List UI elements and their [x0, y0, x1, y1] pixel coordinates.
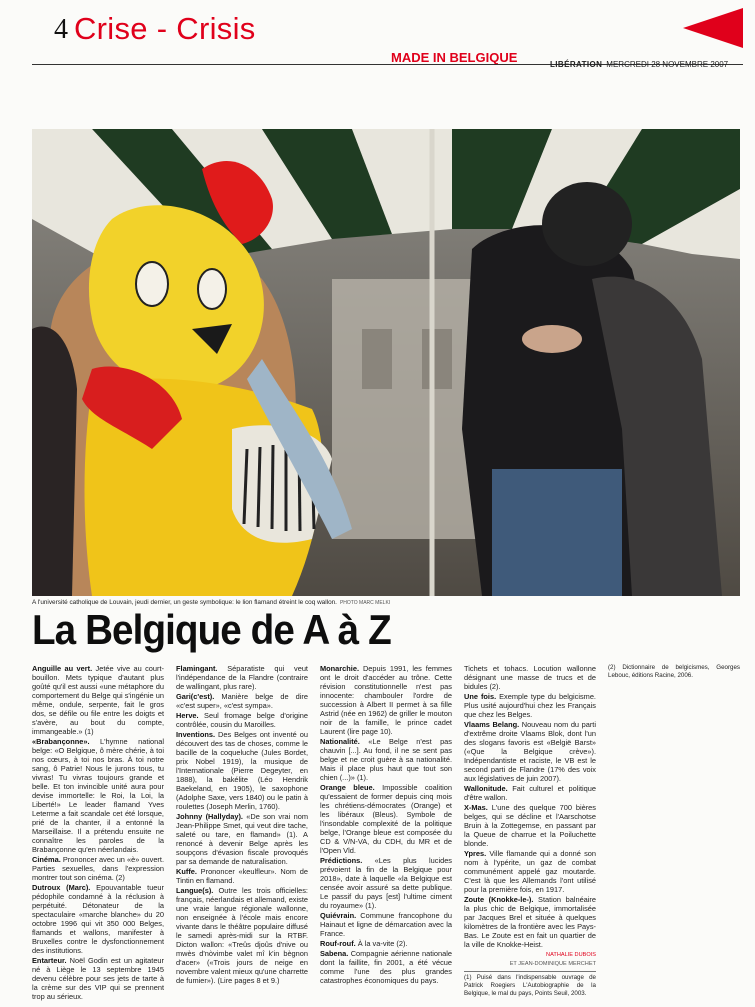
entry-term: Dutroux (Marc). — [32, 883, 91, 892]
entry-text: Station balnéaire la plus chic de Belgique, immortalisée par Jacques Brel et située à quelques kilomètres de la frontière avec les Pays-Bas. Le Zoute est en fait un quartier de la ville de Knokke-Heist. — [464, 895, 596, 949]
glossary-entry — [320, 911, 452, 938]
glossary-entry — [464, 803, 596, 848]
entry-text: Ville flamande qui a donné son nom à l'ypérite, un gaz de combat communément appelé gaz moutarde. C'est là que les Allemands l'ont utilisé pour la première fois, en 1917. — [464, 849, 596, 894]
entry-text: Nouveau nom du parti d'extrême droite Vlaams Blok, dont l'un des slogans favoris est «België Barst» («Que la Belgique crève»). Indépendantiste et raciste, le VB est le second parti de Flandre (17% des voix aux législatives de juin 2007). — [464, 720, 596, 783]
entry-term: Vlaams Belang. — [464, 720, 520, 729]
glossary-entry — [464, 664, 596, 691]
byline — [464, 951, 596, 969]
entry-text: Outre les trois officielles: français, néerlandais et allemand, existe une vraie langue régionale wallonne, non enseignée à l'école mais encore vivante dans le théâtre populaire diffusé le samedi après-midi sur la RTBF. Dicton wallon: «Treûs djoûs d'nive ou mwès d'nòvimbe valet mî k'in bègnon d'acer» («Trois jours de neige en novembre valent mieux qu'une charrette de fumier»). (Lire pages 8 et 9.) — [176, 886, 308, 985]
entry-term: Ypres. — [464, 849, 487, 858]
glossary-entry — [464, 784, 596, 802]
entry-text: Prononcer avec un «è» ouvert. Parties sexuelles, dans l'expression montrer tout son cinéma. (2) — [32, 855, 164, 882]
masthead — [550, 60, 728, 69]
issue-date: MERCREDI 28 NOVEMBRE 2007 — [606, 60, 729, 69]
rubric-label: MADE IN BELGIQUE — [391, 50, 518, 65]
entry-text: Commune francophone du Hainaut et ligne de démarcation avec la France. — [320, 911, 452, 938]
entry-term: Entarteur. — [32, 956, 67, 965]
entry-text: Des Belges ont inventé ou découvert des tas de choses, comme le bacille de la coqueluche (Jules Bordet, prix Nobel 1919), la musique de l'Internationale (Pierre Degeyter, en 1888), la bakélite (Léo Hendrik Baekeland, en 1905), le saxophone (Adolphe Saxe, vers 1840) ou le patin à roulettes (Joseph Merlin, 1760). — [176, 730, 308, 811]
photo-caption — [32, 599, 740, 606]
entry-term: X-Mas. — [464, 803, 488, 812]
main-photo — [32, 129, 740, 596]
entry-term: Quiévrain. — [320, 911, 357, 920]
entry-term: Langue(s). — [176, 886, 214, 895]
entry-term: Prédictions. — [320, 856, 363, 865]
glossary-entry — [320, 856, 452, 910]
glossary-entry — [464, 849, 596, 894]
entry-text: Depuis 1991, les femmes ont le droit d'accéder au trône. Cette révision constitutionnelle n'est pas innocente: chambouler l'ordre de succession à Albert II permet à sa fille Astrid (née en 1962) de griller le mouton noir de la famille, le prince cadet Laurent (lire page 10). — [320, 664, 452, 736]
entry-text: «De son vrai nom Jean-Philippe Smet, qui veut dire tache, saleté ou tare, en flamand» (1). A renoncé à devenir Belge après les soupçons d'évasion fiscale provoqués par sa demande de naturalisation. — [176, 812, 308, 866]
photo-credit: PHOTO MARC MELKI — [339, 600, 391, 606]
entry-text: Seul fromage belge d'origine contrôlée, cousin du Maroilles. — [176, 711, 308, 729]
entry-text: Fait culturel et politique d'être wallon. — [464, 784, 596, 802]
entry-text: Tichets et tohacs. Locution wallonne désignant une masse de trucs et de bidules (2). — [464, 664, 596, 691]
entry-text: À la va-vite (2). — [355, 939, 408, 948]
article-headline: La Belgique de A à Z — [32, 606, 391, 653]
glossary-entry — [176, 692, 308, 710]
author-2: ET JEAN-DOMINIQUE MERCHET — [509, 961, 596, 967]
glossary-entry — [320, 783, 452, 855]
entry-term: Une fois. — [464, 692, 497, 701]
glossary-entry — [464, 720, 596, 783]
entry-term: Gari(c'est). — [176, 692, 215, 701]
article-body — [32, 664, 740, 1002]
entry-term: Flamingant. — [176, 664, 218, 673]
glossary-entry — [320, 737, 452, 782]
glossary-entry — [32, 855, 164, 882]
entry-term: Kuffe. — [176, 867, 197, 876]
entry-term: Sabena. — [320, 949, 349, 958]
glossary-entry — [32, 956, 164, 1001]
author-1: NATHALIE DUBOIS — [546, 952, 596, 958]
entry-term: Orange bleue. — [320, 783, 375, 792]
caption-text: A l'université catholique de Louvain, jeudi dernier, un geste symbolique: le lion flamand étreint le coq wallon. — [32, 599, 337, 606]
entry-text: Séparatiste qui veut l'indépendance de la Flandre (contraire de wallingant, plus rare). — [176, 664, 308, 691]
section-arrow-icon — [683, 8, 743, 48]
entry-term: Rouf-rouf. — [320, 939, 356, 948]
entry-text: Compagnie aérienne nationale dont la faillite, fin 2001, a été vécue comme l'une des plus grandes catastrophes économiques du pays. — [320, 949, 452, 985]
glossary-entry — [32, 664, 164, 736]
glossary-entry — [32, 737, 164, 854]
entry-term: Monarchie. — [320, 664, 360, 673]
section-title: Crise - Crisis — [74, 11, 256, 46]
footnote-1: (1) Puisé dans l'indispensable ouvrage de Patrick Roegiers L'Autobiographie de la Belgique, le mal du pays, Points Seuil, 2003. — [464, 974, 596, 997]
entry-term: Herve. — [176, 711, 199, 720]
glossary-entry — [320, 939, 452, 948]
glossary-entry — [176, 711, 308, 729]
entry-term: Nationalité. — [320, 737, 360, 746]
entry-text: Jetée vive au court-bouillon. Mets typique d'autant plus goûté qu'il est aussi «une métaphore du comportement du Belge qui s'ingénie un même, ondule, serpente, fait le gros dos, se défile ou file entre les doigts et s'avère, au bout du compte, immangeable.» (1) — [32, 664, 164, 736]
glossary-entry — [176, 812, 308, 866]
glossary-entry — [320, 949, 452, 985]
entry-text: Impossible coalition qu'essaient de former depuis cinq mois les chrétiens-démocrates (Orange) et les libéraux (Bleus). Symbole de l'insondable complexité de la politique belge, l'Orange bleue est composée du CD & V/N-VA, du CDH, du MR et de l'Open Vld. — [320, 783, 452, 855]
glossary-entry — [176, 867, 308, 885]
entry-term: Wallonitude. — [464, 784, 508, 793]
entry-text: L'hymne national belge: «O Belgique, ô mère chérie, à toi nos cœurs, à toi nos bras. À toi notre sang, ô Patrie! Nous le jurons tous, tu vivras! Tu vivras toujours grande et belle. Et ton invincible unité aura pour devise immortelle: le Roi, la Loi, la Liberté!» Le leader flamand Yves Leterme a fait scandale cet été lorsque, prié de la chanter, il a entonné la Marseillaise. Il a prétendu ensuite ne connaître les paroles de la Brabançonne qu'en néerlandais. — [32, 737, 164, 854]
entry-term: «Brabançonne». — [32, 737, 90, 746]
entry-text: Epouvantable tueur pédophile condamné à la réclusion à perpétuité. Détonateur de la spectaculaire «marche blanche» du 20 octobre 1996 qui vit 350 000 Belges, flamands et wallons, manifester à Bruxelles contre le dysfonctionnement des institutions. — [32, 883, 164, 955]
footnote-2: (2) Dictionnaire de belgicismes, Georges Lebouc, éditions Racine, 2006. — [608, 664, 740, 679]
glossary-entry — [464, 895, 596, 949]
entry-text: Manière belge de dire «c'est super», «c'est sympa». — [176, 692, 308, 710]
entry-term: Inventions. — [176, 730, 216, 739]
glossary-entry — [176, 886, 308, 985]
entry-text: Prononcer «keulfleur». Nom de Tintin en flamand. — [176, 867, 308, 885]
glossary-entry — [32, 883, 164, 955]
glossary-entry — [464, 692, 596, 719]
entry-text: L'une des quelque 700 bières belges, qui se décline et l'Aarschotse Bruin à la Zottegemse, en passant par la Queue de charrue et la Poiluchette blonde. — [464, 803, 596, 848]
entry-term: Cinéma. — [32, 855, 61, 864]
glossary-entry — [176, 730, 308, 811]
glossary-entry — [320, 664, 452, 736]
entry-text: «Le Belge n'est pas chauvin [...]. Au fond, il ne se sent pas belge et ne croit guère à sa nationalité. Mais il place plus haut que tout son chien (...)» (1). — [320, 737, 452, 782]
entry-term: Zoute (Knokke-le-). — [464, 895, 534, 904]
entry-text: «Les plus lucides prévoient la fin de la Belgique pour 2018», date à laquelle «la Belgique est censée avoir assuré sa dette publique. Le passif du pays [est] l'ultime ciment du royaume» (1). — [320, 856, 452, 910]
photo-illustration — [32, 129, 740, 596]
entry-text: Exemple type du belgicisme. Plus usité aujourd'hui chez les Français que chez les Belges. — [464, 692, 596, 719]
entry-text: Noël Godin est un agitateur né à Liège le 13 septembre 1945 devenu célèbre pour ses jets de tarte à la crème sur des VIP qui se prennent trop au sérieux. — [32, 956, 164, 1001]
page-number: 4 — [54, 14, 68, 45]
entry-term: Anguille au vert. — [32, 664, 93, 673]
entry-term: Johnny (Hallyday). — [176, 812, 243, 821]
glossary-entry — [176, 664, 308, 691]
newspaper-name: LIBÉRATION — [550, 60, 603, 69]
